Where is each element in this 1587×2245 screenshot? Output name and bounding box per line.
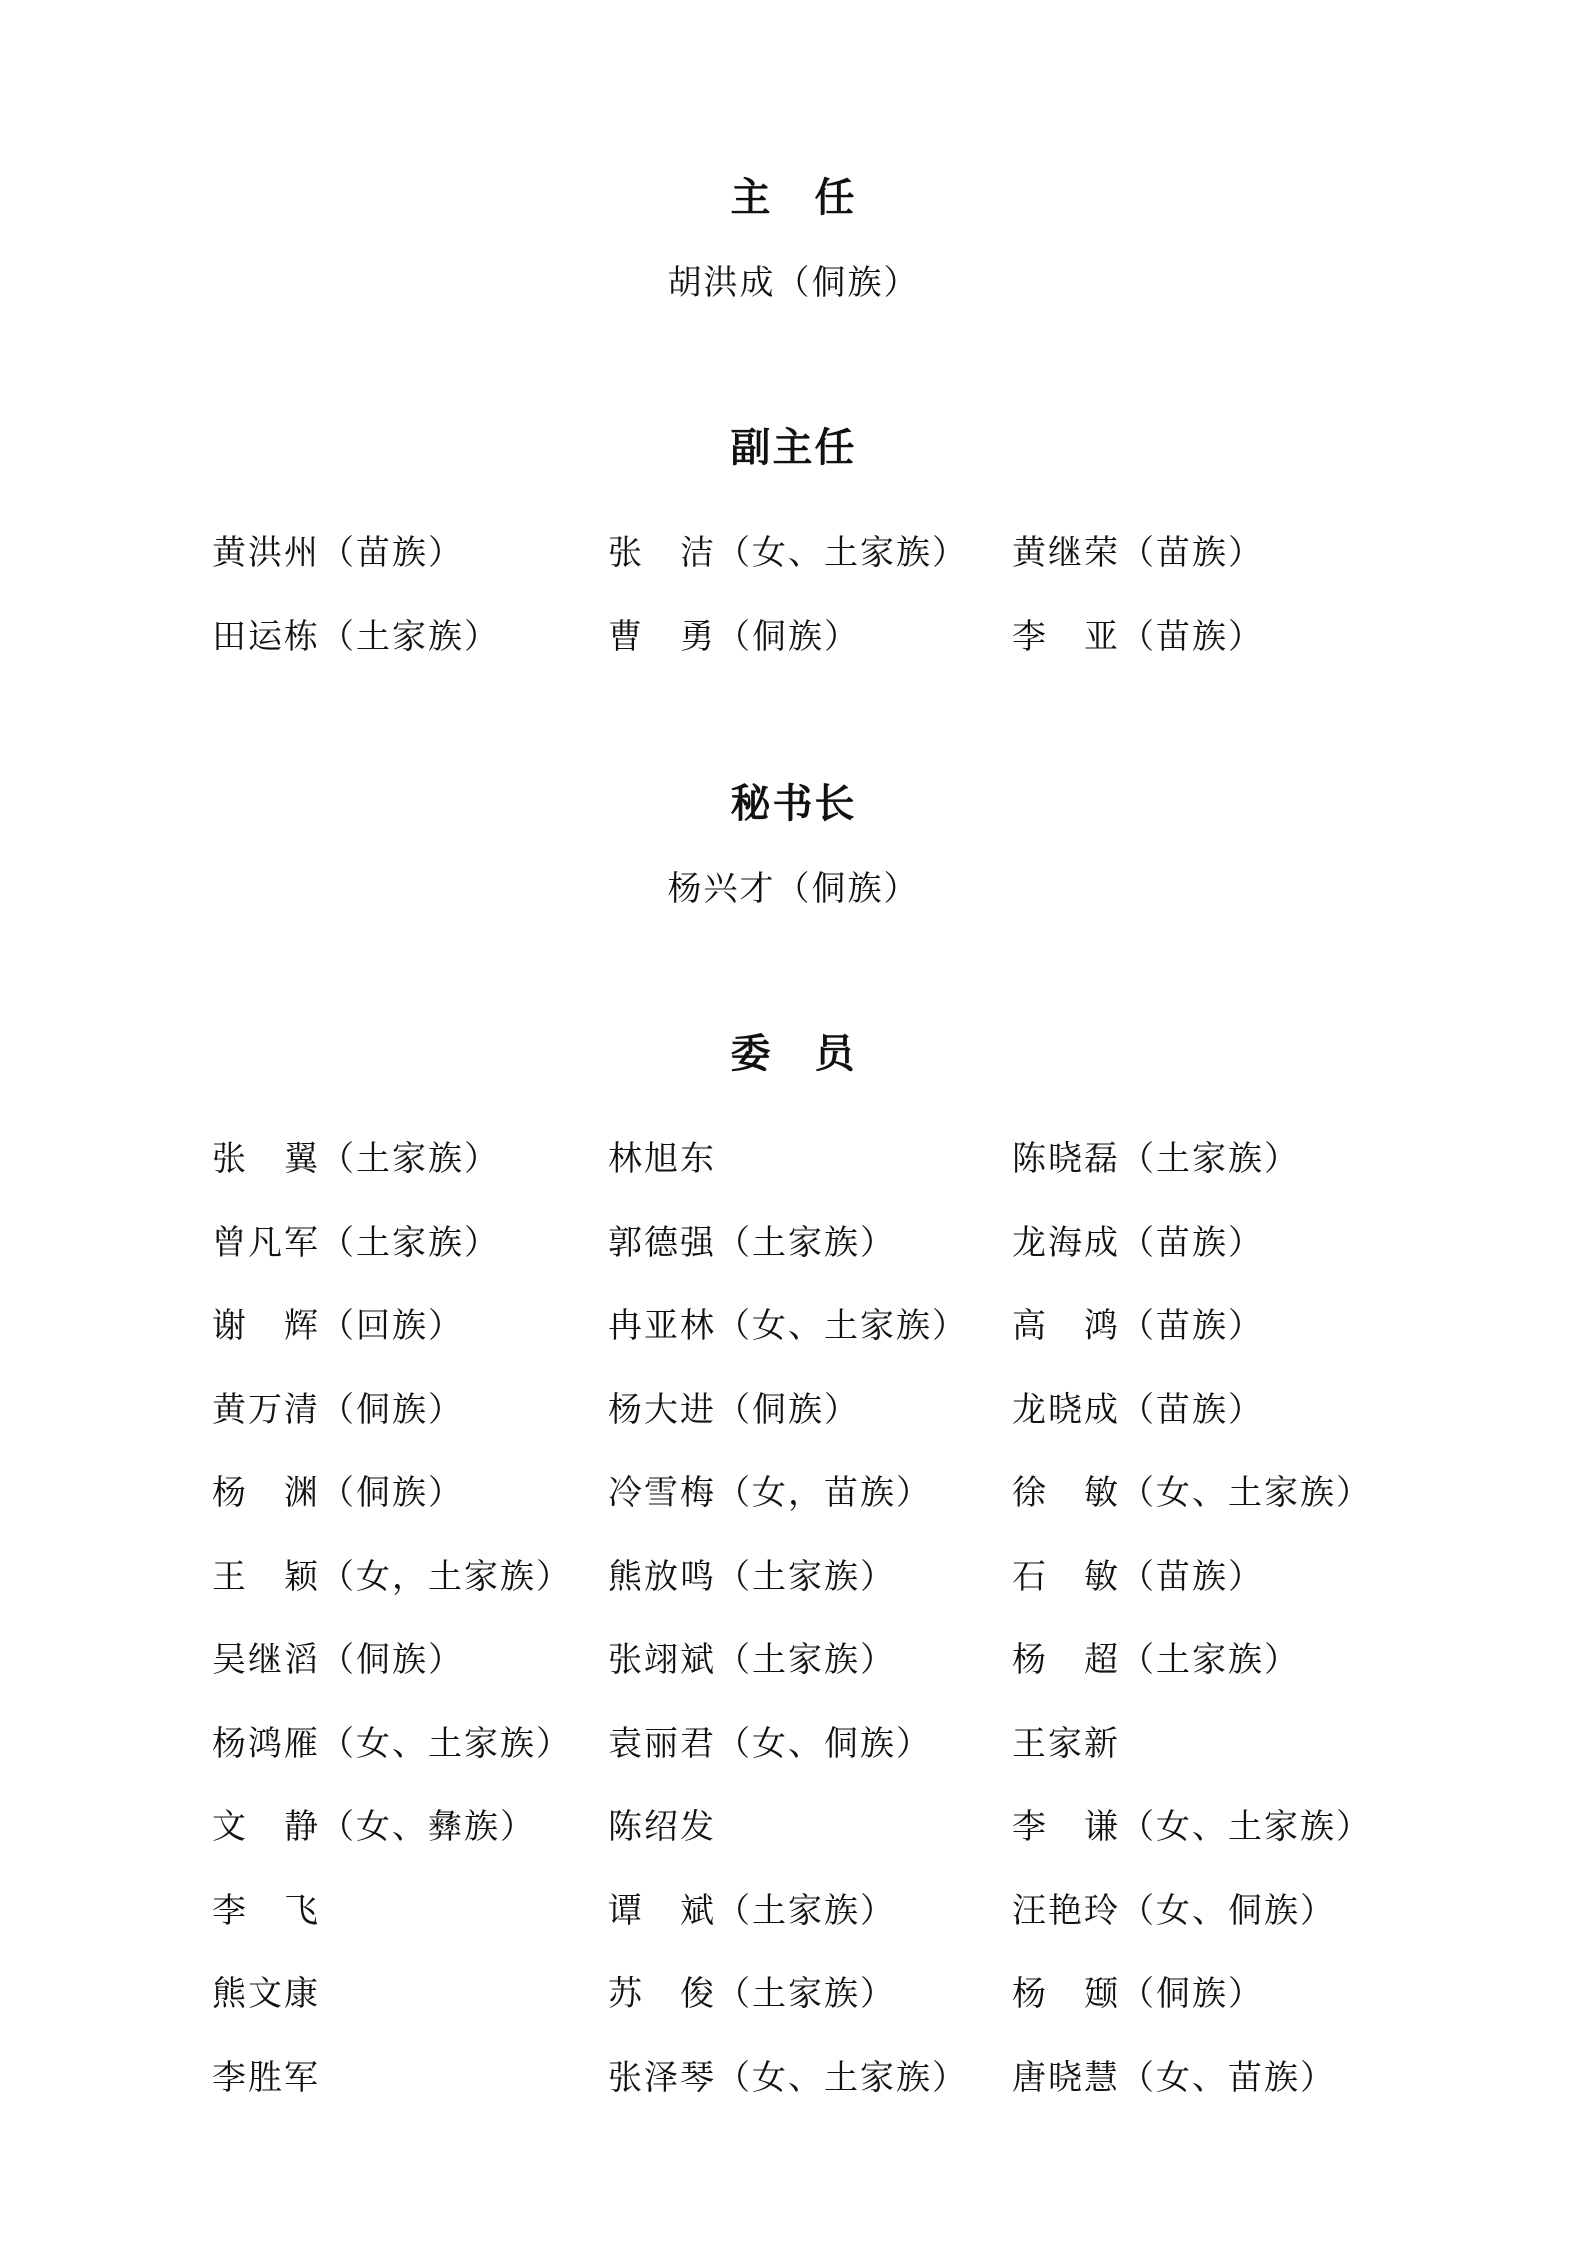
committee-row bbox=[212, 1219, 1512, 1303]
committee-row bbox=[212, 1135, 1512, 1219]
committee-row bbox=[212, 1887, 1512, 1971]
committee-row bbox=[212, 1386, 1512, 1470]
committee-member: 袁丽君（女、侗族） bbox=[608, 1723, 932, 1764]
committee-member: 唐晓慧（女、苗族） bbox=[1012, 2057, 1336, 2098]
deputy-grid bbox=[212, 529, 1512, 696]
deputy-row bbox=[212, 529, 1512, 613]
deputy-member: 张 洁（女、土家族） bbox=[608, 533, 968, 573]
committee-member: 黄万清（侗族） bbox=[212, 1389, 464, 1430]
committee-member: 李 飞 bbox=[212, 1890, 320, 1931]
committee-member: 杨 超（土家族） bbox=[1012, 1640, 1300, 1680]
committee-member: 李 谦（女、土家族） bbox=[1012, 1807, 1372, 1847]
committee-row bbox=[212, 1803, 1512, 1887]
secretary-heading: 秘书长 bbox=[730, 780, 857, 827]
committee-member: 高 鸿（苗族） bbox=[1012, 1306, 1264, 1346]
committee-member: 苏 俊（土家族） bbox=[608, 1974, 896, 2014]
committee-member: 龙晓成（苗族） bbox=[1012, 1389, 1264, 1430]
committee-member: 张 翼（土家族） bbox=[212, 1139, 500, 1179]
director-heading: 主 任 bbox=[730, 174, 857, 221]
committee-member: 张翊斌（土家族） bbox=[608, 1640, 896, 1680]
committee-heading: 委 员 bbox=[730, 1030, 857, 1077]
committee-row bbox=[212, 1302, 1512, 1386]
committee-member: 杨 颋（侗族） bbox=[1012, 1974, 1264, 2014]
committee-member: 杨大进（侗族） bbox=[608, 1389, 860, 1430]
committee-grid bbox=[212, 1135, 1512, 2137]
director-name: 胡洪成（侗族） bbox=[667, 263, 920, 303]
committee-row bbox=[212, 1970, 1512, 2054]
committee-member: 曾凡军（土家族） bbox=[212, 1222, 500, 1263]
deputy-row bbox=[212, 613, 1512, 697]
committee-member: 王 颖（女，土家族） bbox=[212, 1556, 572, 1597]
committee-member: 吴继滔（侗族） bbox=[212, 1640, 464, 1680]
committee-member: 林旭东 bbox=[608, 1139, 716, 1179]
committee-member: 谭 斌（土家族） bbox=[608, 1890, 896, 1931]
committee-member: 冷雪梅（女，苗族） bbox=[608, 1473, 932, 1513]
committee-member: 熊文康 bbox=[212, 1974, 320, 2014]
committee-member: 龙海成（苗族） bbox=[1012, 1222, 1264, 1263]
deputy-heading: 副主任 bbox=[730, 424, 857, 471]
committee-row bbox=[212, 2054, 1512, 2138]
deputy-member: 曹 勇（侗族） bbox=[608, 616, 860, 657]
secretary-name: 杨兴才（侗族） bbox=[667, 869, 920, 909]
committee-member: 杨 渊（侗族） bbox=[212, 1473, 464, 1513]
committee-row bbox=[212, 1553, 1512, 1637]
committee-member: 徐 敏（女、土家族） bbox=[1012, 1473, 1372, 1513]
deputy-member: 黄继荣（苗族） bbox=[1012, 533, 1264, 573]
committee-member: 石 敏（苗族） bbox=[1012, 1556, 1264, 1597]
committee-member: 冉亚林（女、土家族） bbox=[608, 1306, 968, 1346]
committee-row bbox=[212, 1636, 1512, 1720]
committee-member: 文 静（女、彝族） bbox=[212, 1807, 536, 1847]
committee-row bbox=[212, 1720, 1512, 1804]
committee-member: 陈晓磊（土家族） bbox=[1012, 1139, 1300, 1179]
committee-member: 张泽琴（女、土家族） bbox=[608, 2057, 968, 2098]
deputy-member: 田运栋（土家族） bbox=[212, 616, 500, 657]
committee-member: 杨鸿雁（女、土家族） bbox=[212, 1723, 572, 1764]
deputy-member: 黄洪州（苗族） bbox=[212, 533, 464, 573]
deputy-member: 李 亚（苗族） bbox=[1012, 616, 1264, 657]
committee-member: 陈绍发 bbox=[608, 1807, 716, 1847]
committee-member: 郭德强（土家族） bbox=[608, 1222, 896, 1263]
committee-member: 王家新 bbox=[1012, 1723, 1120, 1764]
committee-member: 汪艳玲（女、侗族） bbox=[1012, 1890, 1336, 1931]
committee-member: 谢 辉（回族） bbox=[212, 1306, 464, 1346]
committee-member: 李胜军 bbox=[212, 2057, 320, 2098]
committee-row bbox=[212, 1469, 1512, 1553]
committee-member: 熊放鸣（土家族） bbox=[608, 1556, 896, 1597]
